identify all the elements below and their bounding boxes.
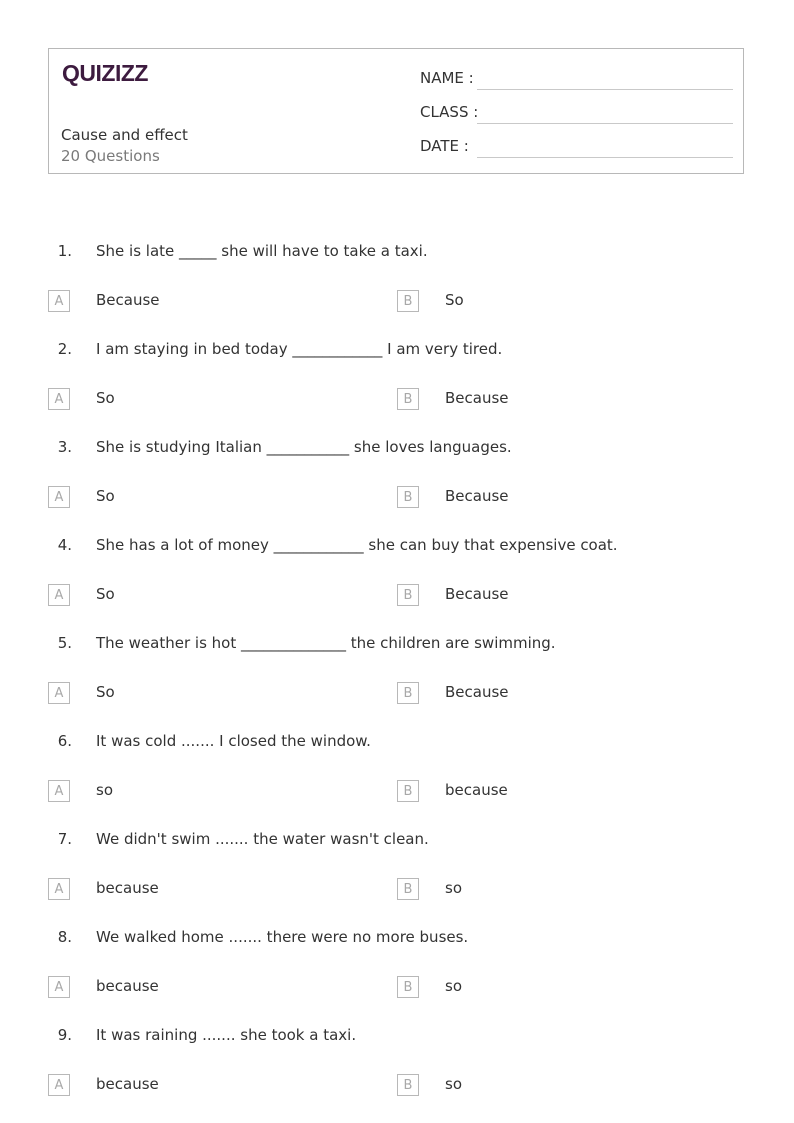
option-a-text: because <box>96 1075 159 1093</box>
question-text: It was raining ....... she took a taxi. <box>96 1026 357 1044</box>
option-b-text: Because <box>445 683 509 701</box>
name-line[interactable] <box>477 89 733 90</box>
question-text: The weather is hot ______________ the children are swimming. <box>96 634 556 652</box>
option-b-text: because <box>445 781 508 799</box>
option-a-text: So <box>96 683 115 701</box>
date-field[interactable] <box>420 137 733 161</box>
option-a-text: so <box>96 781 113 799</box>
question-number: 5. <box>57 634 72 652</box>
class-line[interactable] <box>477 123 733 124</box>
option-b-text: So <box>445 291 464 309</box>
question-number: 2. <box>57 340 72 358</box>
option-a-text: because <box>96 879 159 897</box>
question-number: 7. <box>57 830 72 848</box>
option-a-box[interactable]: A <box>48 976 70 998</box>
option-b-text: Because <box>445 585 509 603</box>
option-a-box[interactable]: A <box>48 290 70 312</box>
option-b-box[interactable]: B <box>397 486 419 508</box>
option-a-text: because <box>96 977 159 995</box>
option-b-box[interactable]: B <box>397 976 419 998</box>
name-label: NAME : <box>420 69 474 87</box>
option-a-text: Because <box>96 291 160 309</box>
option-b-text: so <box>445 977 462 995</box>
option-b-text: Because <box>445 487 509 505</box>
question-text: She has a lot of money ____________ she can buy that expensive coat. <box>96 536 618 554</box>
question-number: 1. <box>57 242 72 260</box>
option-a-box[interactable]: A <box>48 584 70 606</box>
date-label: DATE : <box>420 137 469 155</box>
option-a-text: So <box>96 487 115 505</box>
option-a-text: So <box>96 389 115 407</box>
question-number: 3. <box>57 438 72 456</box>
option-a-text: So <box>96 585 115 603</box>
option-a-box[interactable]: A <box>48 780 70 802</box>
question-text: It was cold ....... I closed the window. <box>96 732 371 750</box>
option-b-text: so <box>445 879 462 897</box>
option-b-box[interactable]: B <box>397 780 419 802</box>
option-b-box[interactable]: B <box>397 682 419 704</box>
option-a-box[interactable]: A <box>48 388 70 410</box>
date-line[interactable] <box>477 157 733 158</box>
question-text: She is studying Italian ___________ she loves languages. <box>96 438 512 456</box>
option-b-box[interactable]: B <box>397 388 419 410</box>
option-b-text: so <box>445 1075 462 1093</box>
question-number: 9. <box>57 1026 72 1044</box>
option-b-text: Because <box>445 389 509 407</box>
quizizz-logo <box>61 57 151 93</box>
worksheet-header <box>48 48 744 174</box>
option-a-box[interactable]: A <box>48 486 70 508</box>
option-b-box[interactable]: B <box>397 1074 419 1096</box>
question-count: 20 Questions <box>61 147 160 165</box>
question-text: I am staying in bed today ____________ I am very tired. <box>96 340 503 358</box>
question-number: 4. <box>57 536 72 554</box>
worksheet-title: Cause and effect <box>61 126 188 144</box>
option-b-box[interactable]: B <box>397 584 419 606</box>
question-number: 6. <box>57 732 72 750</box>
option-a-box[interactable]: A <box>48 1074 70 1096</box>
question-text: We didn't swim ....... the water wasn't clean. <box>96 830 429 848</box>
name-field[interactable] <box>420 69 733 93</box>
option-b-box[interactable]: B <box>397 290 419 312</box>
question-text: She is late _____ she will have to take a taxi. <box>96 242 428 260</box>
class-label: CLASS : <box>420 103 479 121</box>
question-number: 8. <box>57 928 72 946</box>
option-a-box[interactable]: A <box>48 682 70 704</box>
question-text: We walked home ....... there were no more buses. <box>96 928 469 946</box>
option-b-box[interactable]: B <box>397 878 419 900</box>
option-a-box[interactable]: A <box>48 878 70 900</box>
class-field[interactable] <box>420 103 733 127</box>
svg-text:QUIZIZZ: QUIZIZZ <box>62 60 148 86</box>
